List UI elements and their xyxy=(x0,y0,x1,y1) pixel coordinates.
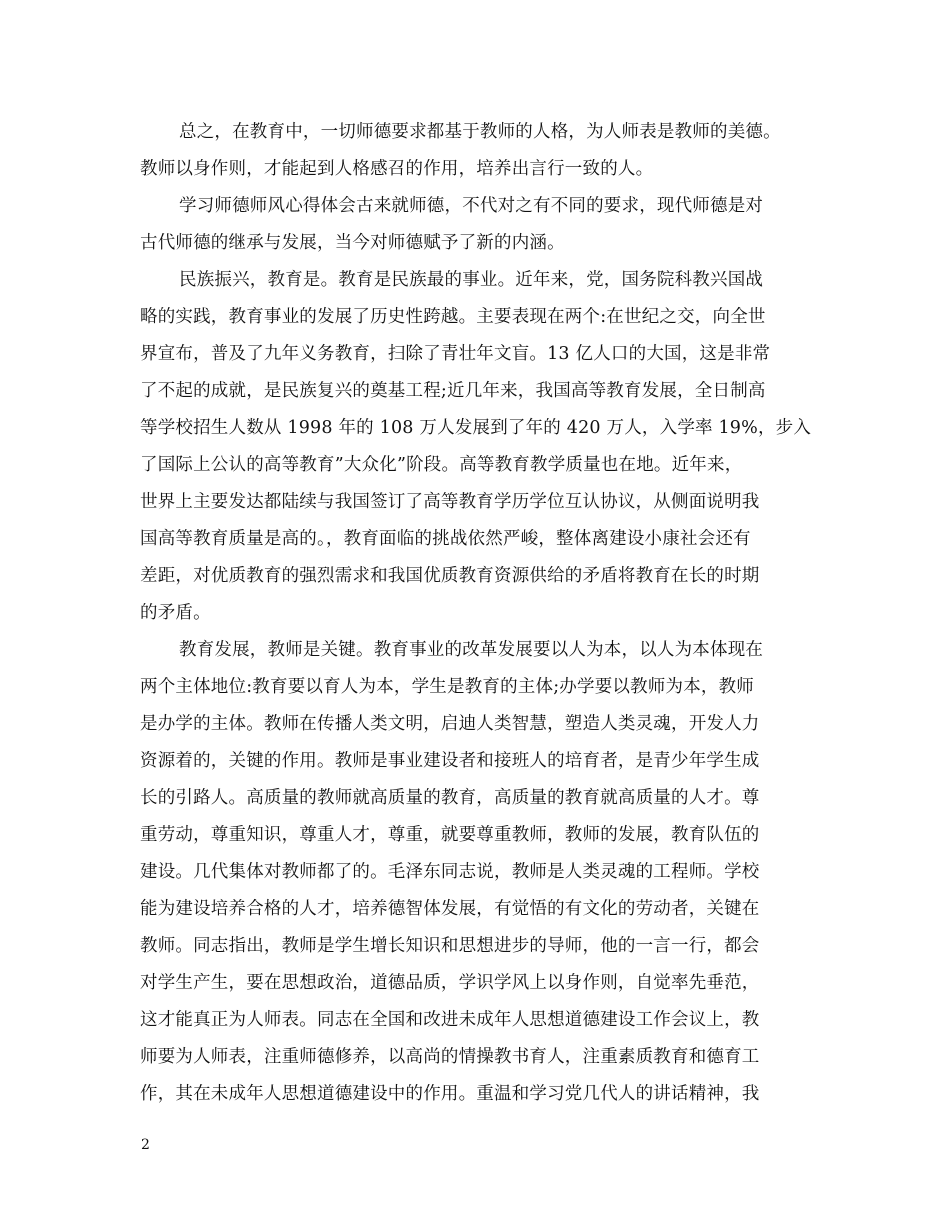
text-line: 古代师德的继承与发展，当今对师德赋予了新的内涵。 xyxy=(140,233,565,253)
text-line: 重劳动，尊重知识，尊重人才，尊重，就要尊重教师，教师的发展，教育队伍的 xyxy=(140,825,760,845)
text-line: 等学校招生人数从 1998 年的 108 万人发展到了年的 420 万人，入学率 19%，步入 xyxy=(140,418,812,438)
text-line: 两个主体地位:教育要以育人为本，学生是教育的主体;办学要以教师为本，教师 xyxy=(140,677,754,697)
text-line: 略的实践，教育事业的发展了历史性跨越。主要表现在两个:在世纪之交，向全世 xyxy=(140,307,766,327)
text-line: 是办学的主体。教师在传播人类文明，启迪人类智慧，塑造人类灵魂，开发人力 xyxy=(140,714,760,734)
text-line: 学习师德师风心得体会古来就师德，不代对之有不同的要求，现代师德是对 xyxy=(179,196,764,216)
text-line: 长的引路人。高质量的教师就高质量的教育，高质量的教育就高质量的人才。尊 xyxy=(140,788,760,808)
body-text xyxy=(140,114,820,1113)
text-line: 界宣布，普及了九年义务教育，扫除了青壮年文盲。13 亿人口的大国，这是非常 xyxy=(140,344,771,364)
text-line: 能为建设培养合格的人才，培养德智体发展，有觉悟的有文化的劳动者，关键在 xyxy=(140,899,760,919)
text-line: 资源着的，关键的作用。教师是事业建设者和接班人的培育者，是青少年学生成 xyxy=(140,751,760,771)
text-line: 教师以身作则，才能起到人格感召的作用，培养出言行一致的人。 xyxy=(140,159,654,179)
text-line: 建设。几代集体对教师都了的。毛泽东同志说，教师是人类灵魂的工程师。学校 xyxy=(140,862,760,882)
text-line: 教师。同志指出，教师是学生增长知识和思想进步的导师，他的一言一行，都会 xyxy=(140,936,760,956)
text-line: 教育发展，教师是关键。教育事业的改革发展要以人为本，以人为本体现在 xyxy=(179,640,764,660)
text-line: 师要为人师表，注重师德修养，以高尚的情操教书育人，注重素质教育和德育工 xyxy=(140,1047,760,1067)
text-line: 民族振兴，教育是。教育是民族最的事业。近年来，党，国务院科教兴国战 xyxy=(179,270,764,290)
page-number: 2 xyxy=(141,1137,150,1153)
text-line: 的矛盾。 xyxy=(140,603,211,623)
text-line: 这才能真正为人师表。同志在全国和改进未成年人思想道德建设工作会议上，教 xyxy=(140,1010,760,1030)
text-line: 对学生产生，要在思想政治，道德品质，学识学风上以身作则，自觉率先垂范， xyxy=(140,973,760,993)
text-line: 差距，对优质教育的强烈需求和我国优质教育资源供给的矛盾将教育在长的时期 xyxy=(140,566,760,586)
text-line: 世界上主要发达都陆续与我国签订了高等教育学历学位互认协议，从侧面说明我 xyxy=(140,492,760,512)
text-line: 了不起的成就，是民族复兴的奠基工程;近几年来，我国高等教育发展，全日制高 xyxy=(140,381,766,401)
text-line: 总之，在教育中，一切师德要求都基于教师的人格，为人师表是教师的美德。 xyxy=(179,122,781,142)
text-line: 国高等教育质量是高的。，教育面临的挑战依然严峻，整体离建设小康社会还有 xyxy=(140,529,751,549)
text-line: 了国际上公认的高等教育”大众化”阶段。高等教育教学质量也在地。近年来， xyxy=(140,455,743,475)
text-line: 作，其在未成年人思想道德建设中的作用。重温和学习党几代人的讲话精神，我 xyxy=(140,1084,760,1104)
